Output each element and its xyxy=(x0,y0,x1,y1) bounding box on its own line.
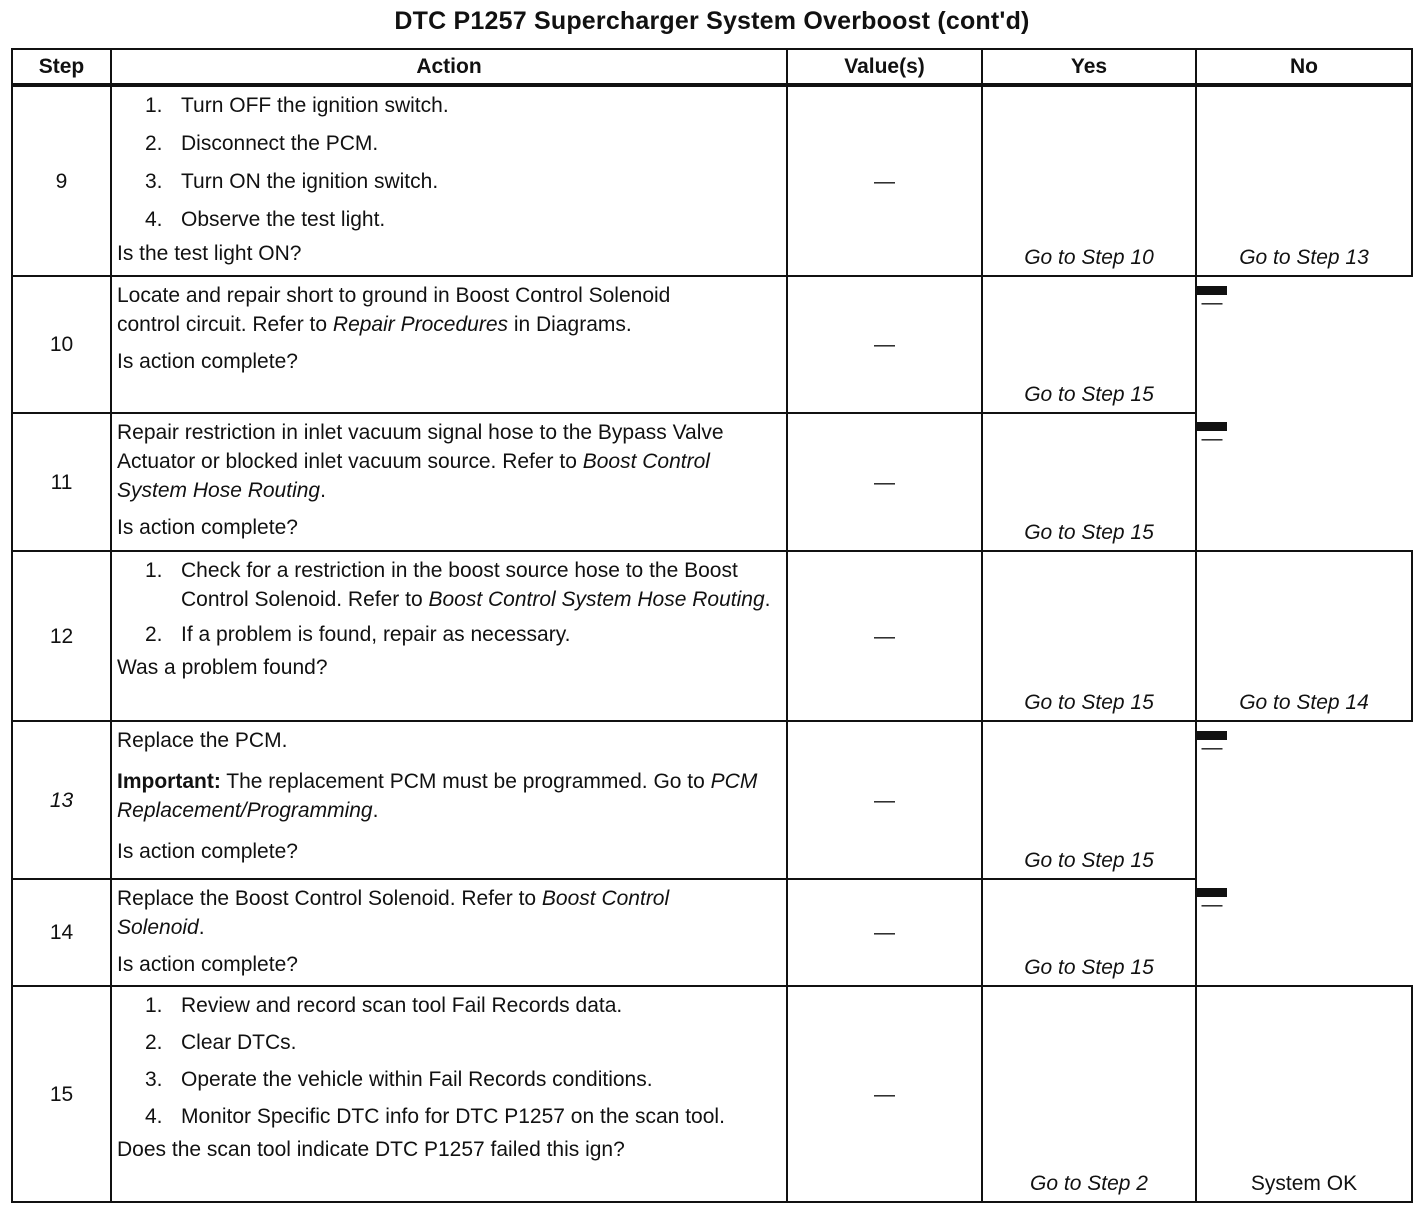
list-item: Turn ON the ignition switch. xyxy=(181,170,439,193)
question-text: Does the scan tool indicate DTC P1257 failed this ign? xyxy=(117,1138,625,1161)
action-text: in Diagrams. xyxy=(508,313,632,336)
step-number: 12 xyxy=(12,551,111,721)
action-cell xyxy=(111,986,787,1202)
yes-cell: Go to Step 15 xyxy=(982,551,1196,721)
question-text: Is action complete? xyxy=(117,516,298,539)
diagnostic-table xyxy=(11,48,1413,1203)
value-cell: — xyxy=(787,879,982,986)
value-cell: — xyxy=(787,413,982,551)
list-number: 3. xyxy=(145,170,163,193)
step-number: 11 xyxy=(12,413,111,551)
list-number: 4. xyxy=(145,1105,163,1128)
reference-link-text: Boost Control System Hose Routing xyxy=(428,588,765,611)
list-item: Check for a restriction in the boost source hose to the Boost Control Solenoid. Refer to xyxy=(181,559,738,611)
value-cell: — xyxy=(787,85,982,276)
list-number: 3. xyxy=(145,1068,163,1091)
value-cell: — xyxy=(787,551,982,721)
list-number: 4. xyxy=(145,208,163,231)
list-number: 1. xyxy=(145,94,163,117)
no-cell: Go to Step 13 xyxy=(1196,85,1412,276)
no-cell: — xyxy=(1197,286,1227,296)
yes-cell: Go to Step 15 xyxy=(982,721,1196,879)
step-number: 9 xyxy=(12,85,111,276)
value-cell: — xyxy=(787,721,982,879)
action-text: Replace the PCM. xyxy=(117,729,288,752)
no-cell: — xyxy=(1197,888,1227,898)
list-number: 2. xyxy=(145,1031,163,1054)
question-text: Is action complete? xyxy=(117,840,298,863)
yes-cell: Go to Step 2 xyxy=(982,986,1196,1202)
list-item: Disconnect the PCM. xyxy=(181,132,379,155)
action-text: Locate and repair short to ground in Boost Control Solenoid control circuit. Refer to xyxy=(117,284,671,336)
header-step: Step xyxy=(12,49,111,85)
header-yes: Yes xyxy=(982,49,1196,85)
reference-link-text: PCM Replacement/Programming xyxy=(117,770,758,822)
important-label: Important: xyxy=(117,770,221,793)
step-number: 10 xyxy=(12,276,111,413)
action-text: . xyxy=(320,479,326,502)
list-item: Monitor Specific DTC info for DTC P1257 on the scan tool. xyxy=(181,1105,725,1128)
action-text: Replace the Boost Control Solenoid. Refer to xyxy=(117,887,542,910)
table-row xyxy=(12,986,1412,1202)
yes-cell: Go to Step 15 xyxy=(982,276,1196,413)
list-item: . xyxy=(764,588,771,611)
yes-cell: Go to Step 10 xyxy=(982,85,1196,276)
important-text: The replacement PCM must be programmed. Go to xyxy=(220,770,711,793)
list-item: If a problem is found, repair as necessary. xyxy=(181,623,571,646)
action-cell xyxy=(111,85,787,276)
yes-cell: Go to Step 15 xyxy=(982,413,1196,551)
list-number: 1. xyxy=(145,994,163,1017)
list-item: Operate the vehicle within Fail Records conditions. xyxy=(181,1068,653,1091)
reference-link-text: Boost Control Solenoid xyxy=(117,887,670,939)
no-cell: — xyxy=(1197,422,1227,432)
table-row xyxy=(12,413,1412,551)
step-number: 13 xyxy=(12,721,111,879)
table-header-row xyxy=(12,49,1412,85)
step-number: 15 xyxy=(12,986,111,1202)
question-text: Was a problem found? xyxy=(117,656,328,679)
list-number: 2. xyxy=(145,132,163,155)
action-cell xyxy=(111,276,787,413)
no-cell: — xyxy=(1197,731,1227,741)
list-number: 2. xyxy=(145,623,163,646)
important-text: . xyxy=(372,799,379,822)
action-cell xyxy=(111,413,787,551)
header-action: Action xyxy=(111,49,787,85)
header-no: No xyxy=(1196,49,1412,85)
action-text: Repair restriction in inlet vacuum signal hose to the Bypass Valve Actuator or blocked inlet vacuum source. Refer to xyxy=(117,421,724,473)
no-cell: System OK xyxy=(1196,986,1412,1202)
header-values: Value(s) xyxy=(787,49,982,85)
value-cell: — xyxy=(787,986,982,1202)
step-number: 14 xyxy=(12,879,111,986)
question-text: Is the test light ON? xyxy=(117,242,302,265)
table-row xyxy=(12,879,1412,986)
list-item: Observe the test light. xyxy=(181,208,386,231)
value-cell: — xyxy=(787,276,982,413)
list-item: Review and record scan tool Fail Records data. xyxy=(181,994,623,1017)
action-cell xyxy=(111,879,787,986)
yes-cell: Go to Step 15 xyxy=(982,879,1196,986)
table-row xyxy=(12,85,1412,276)
question-text: Is action complete? xyxy=(117,350,298,373)
list-item: Clear DTCs. xyxy=(181,1031,297,1054)
list-number: 1. xyxy=(145,559,163,582)
action-cell xyxy=(111,551,787,721)
no-cell: Go to Step 14 xyxy=(1196,551,1412,721)
list-item: Turn OFF the ignition switch. xyxy=(181,94,449,117)
action-cell xyxy=(111,721,787,879)
question-text: Is action complete? xyxy=(117,953,298,976)
table-row xyxy=(12,551,1412,721)
table-row xyxy=(12,721,1412,879)
table-row xyxy=(12,276,1412,413)
reference-link-text: Repair Procedures xyxy=(332,313,508,336)
page-title: DTC P1257 Supercharger System Overboost (cont'd) xyxy=(394,7,1030,35)
reference-link-text: Boost Control System Hose Routing xyxy=(117,450,710,502)
action-text: . xyxy=(198,916,205,939)
